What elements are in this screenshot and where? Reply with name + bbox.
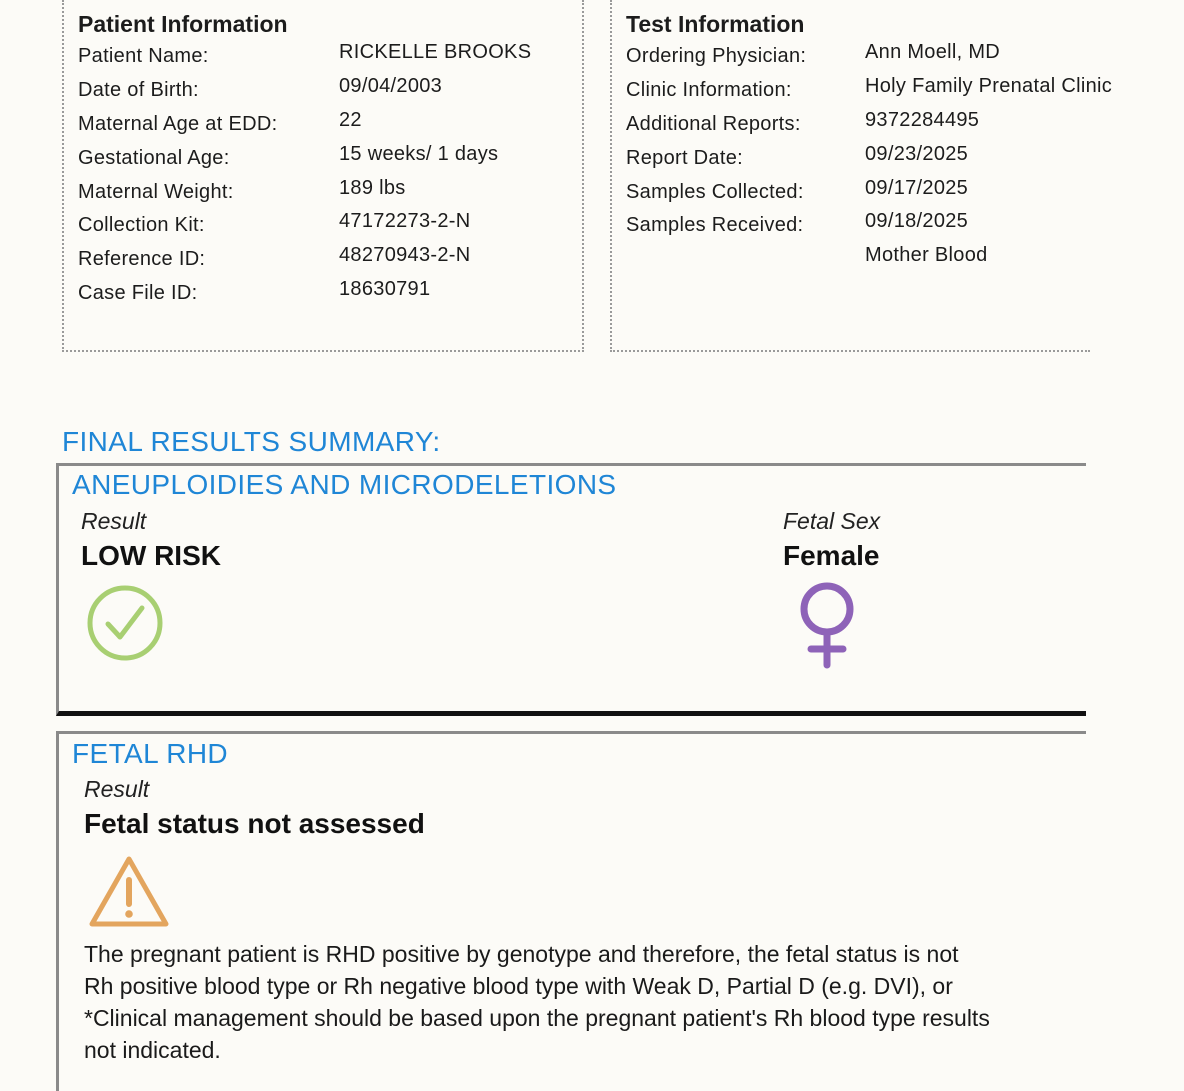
fetal-rhd-result-caption: Result — [84, 776, 150, 802]
additional-reports-value: 9372284495 — [865, 109, 980, 131]
reference-id-value: 48270943-2-N — [339, 244, 471, 266]
patient-name-value: RICKELLE BROOKS — [339, 41, 532, 63]
fetal-rhd-result-value: Fetal status not assessed — [84, 808, 425, 839]
additional-reports-label: Additional Reports: — [626, 113, 801, 135]
final-results-summary-heading: FINAL RESULTS SUMMARY: — [62, 426, 441, 457]
patient-name-label: Patient Name: — [78, 45, 209, 67]
report-date-value: 09/23/2025 — [865, 143, 969, 165]
test-information-title: Test Information — [626, 11, 805, 37]
patient-information-panel — [62, 0, 584, 352]
clinic-information-value: Holy Family Prenatal Clinic — [865, 75, 1113, 97]
samples-collected-label: Samples Collected: — [626, 181, 804, 203]
explanation-line: not indicated. — [84, 1037, 221, 1063]
collection-kit-value: 47172273-2-N — [339, 210, 471, 232]
fetal-sex-value: Female — [783, 540, 880, 571]
fetal-rhd-title: FETAL RHD — [72, 738, 229, 769]
report-date-label: Report Date: — [626, 147, 743, 169]
patient-information-title: Patient Information — [78, 11, 288, 37]
samples-received-value: 09/18/2025 — [865, 210, 969, 232]
check-circle-icon — [86, 584, 164, 667]
date-of-birth-label: Date of Birth: — [78, 79, 199, 101]
ordering-physician-value: Ann Moell, MD — [865, 41, 1001, 63]
samples-collected-value: 09/17/2025 — [865, 177, 969, 199]
aneuploidies-result-caption: Result — [81, 508, 147, 534]
gestational-age-label: Gestational Age: — [78, 147, 230, 169]
explanation-line: The pregnant patient is RHD positive by genotype and therefore, the fetal status is not — [84, 941, 959, 967]
gestational-age-value: 15 weeks/ 1 days — [339, 143, 499, 165]
case-file-id-label: Case File ID: — [78, 282, 198, 304]
maternal-weight-value: 189 lbs — [339, 177, 406, 199]
samples-received-label: Samples Received: — [626, 214, 804, 236]
fetal-rhd-explanation — [84, 938, 1184, 1066]
maternal-age-value: 22 — [339, 109, 362, 131]
sample-type-value: Mother Blood — [865, 244, 988, 266]
fetal-sex-caption: Fetal Sex — [783, 508, 881, 534]
date-of-birth-value: 09/04/2003 — [339, 75, 443, 97]
maternal-weight-label: Maternal Weight: — [78, 181, 234, 203]
maternal-age-label: Maternal Age at EDD: — [78, 113, 278, 135]
reference-id-label: Reference ID: — [78, 248, 206, 270]
aneuploidies-result-value: LOW RISK — [81, 540, 221, 571]
aneuploidies-title: ANEUPLOIDIES AND MICRODELETIONS — [72, 469, 617, 500]
warning-triangle-icon — [87, 854, 171, 935]
collection-kit-label: Collection Kit: — [78, 214, 205, 236]
test-information-panel — [610, 0, 1113, 352]
fetal-rhd-results-box — [56, 731, 1086, 1091]
explanation-line: *Clinical management should be based upon the pregnant patient's Rh blood type results — [84, 1005, 990, 1031]
aneuploidies-results-box — [56, 463, 1086, 716]
female-symbol-icon — [794, 579, 860, 674]
clinic-information-label: Clinic Information: — [626, 79, 792, 101]
ordering-physician-label: Ordering Physician: — [626, 45, 807, 67]
case-file-id-value: 18630791 — [339, 278, 431, 300]
explanation-line: Rh positive blood type or Rh negative blood type with Weak D, Partial D (e.g. DVI), or — [84, 973, 953, 999]
